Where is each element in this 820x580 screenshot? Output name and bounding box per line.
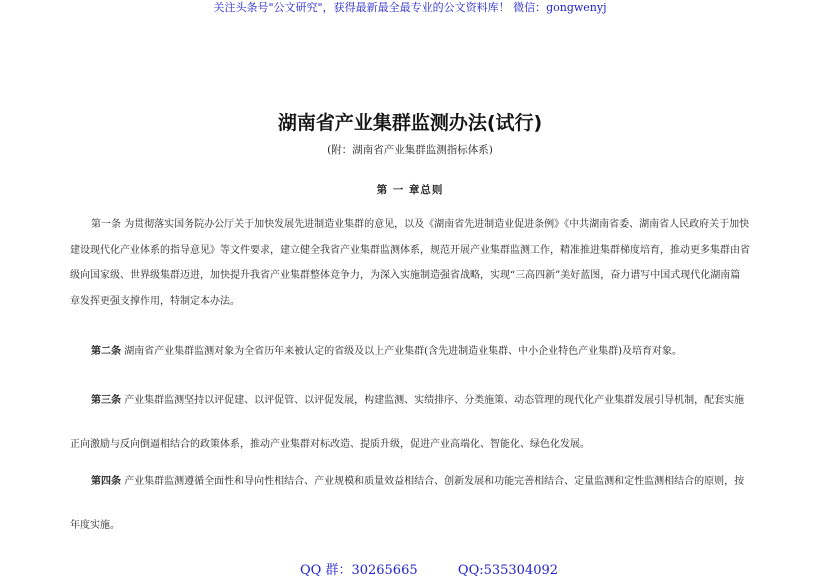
article-1 <box>70 212 750 314</box>
article-3-label: 第三条 <box>91 395 121 406</box>
document-title: 湖南省产业集群监测办法(试行) <box>277 112 543 134</box>
article-3-text: 产业集群监测坚持以评促建、以评促管、以评促发展，构建监测、实绩排序、分类施策、动态管理的现代化产业集群发展引导机制，配套实施正向激励与反向倒逼相结合的政策体系，推动产业集群对标改造、提质升级，促进产业高端化、智能化、绿色化发展。 <box>70 395 745 450</box>
article-2 <box>70 342 750 362</box>
article-1-label: 第一条 <box>91 219 121 230</box>
article-3 <box>70 379 750 467</box>
document-subtitle: (附：湖南省产业集群监测指标体系) <box>327 144 493 156</box>
chapter-heading: 第 一 章总则 <box>376 184 444 196</box>
article-4 <box>70 460 750 548</box>
footer-qq: QQ:535304092 <box>457 563 559 578</box>
article-1-text: 为贯彻落实国务院办公厅关于加快发展先进制造业集群的意见，以及《湖南省先进制造业促进条例》《中共湖南省委、湖南省人民政府关于加快建设现代化产业体系的指导意见》等文件要求，建立健全我省产业集群监测体系，规范开展产业集群监测工作，精准推进集群梯度培育，推动更多集群由省级向国家级、世界级集群迈进，加快提升我省产业集群整体竞争力，为深入实施制造强省战略，实现“三高四新”美好蓝图，奋力谱写中国式现代化湖南篇章发挥更强支撑作用，特制定本办法。 <box>70 219 750 307</box>
article-4-text: 产业集群监测遵循全面性和导向性相结合、产业规模和质量效益相结合、创新发展和功能完善相结合、定量监测和定性监测相结合的原则，按年度实施。 <box>70 476 745 531</box>
footer-qq-group: QQ 群：30265665 <box>300 563 418 578</box>
footer-contact <box>300 562 700 580</box>
top-banner: 关注头条号"公文研究"，获得最新最全最专业的公文资料库！ 微信：gongwenyj <box>213 1 607 14</box>
article-4-label: 第四条 <box>91 476 121 487</box>
article-2-text: 湖南省产业集群监测对象为全省历年来被认定的省级及以上产业集群(含先进制造业集群、中小企业特色产业集群)及培育对象。 <box>124 346 682 357</box>
article-2-label: 第二条 <box>91 346 121 357</box>
